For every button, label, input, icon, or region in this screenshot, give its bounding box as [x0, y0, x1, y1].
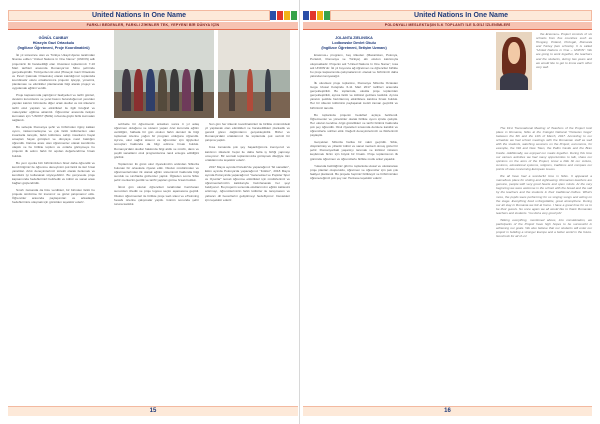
article-paragraph: Proje kapsamında yaptığımız faaliyetleri ve tarihi günleri, devletin kurumlarını ve yerel basını bulunduğumuz yerelden yapılan katılım birimlerde diğer ortak okullar ve üst ülkelerin tarihi okul yapıları ve etkinlikleri ile ilgili fotoğraf ve materyaller eğitime aktarıldı. Öğrenciler arasında iletişim kurmaları için "UNION" (Birlik) ruhunda güçlü birlik kurmaları sağlandı.	[12, 93, 95, 122]
right-header-title: United Nations In One Name	[413, 12, 509, 19]
author-byline	[12, 36, 95, 50]
logo-letter-i	[284, 11, 290, 20]
author-role: (İngilizce Öğretmeni, İletişim Uzmanı)	[321, 45, 387, 50]
left-subheader: FARKLI BEDENLER, FARKLI ZİHİNLER TEK, YEPYENİ BİR DÜNYA İÇİN	[8, 22, 298, 30]
article-paragraph: Sınırlı zamanda da bize verdikleri, bir birinden farklı bu projede sürdürme bir inanımız ve güzel çalışmamız oldu. Öğrenciler arasında paylaşımları ve arkadaşlık hedeflerimize ulaşmak için gönülden teşekkür ederiz.	[12, 188, 95, 205]
author-name: GÖNÜL CANBAY	[38, 36, 69, 40]
logo-letter-i	[317, 11, 323, 20]
right-column-1	[310, 36, 398, 183]
union-logo	[270, 9, 298, 22]
article-paragraph: İkinci gün okulun öğrencileri tarafından hazırlanan sunumları izledik ve proje logosu seçim aşamasına geçildi. Okulun öğretmenleri ile birlikte proje web sitesi ve eTwinning hesabı üzerine çalışmalar yaptık. Günün sonunda şehir turuna katıldık.	[114, 185, 199, 206]
left-column-1	[12, 36, 95, 208]
logo-letter-n	[277, 11, 283, 20]
union-logo	[303, 9, 331, 22]
article-paragraph: Gerçekten Sibiu'da harika bir vakit geçirdik. Sibiu, düşünülmüş ve yıllardır kültür ve sanat merkezi olmuş güzel bir şehir. Romanya'daki yaşantıyı tanımak ve kültürel mirasını keşfetmek bizim için büyük bir fırsattı. Proje toplantısının ilk gününde öğretmen ve öğrencilerle birlikte mutlu anlar yaşadık.	[310, 140, 398, 161]
article-paragraph: İlk ulusötesi proje toplantısı, Romanya Sibiu'da Octavian Goga Ulusal Kolejinde 6-11 Mart 2017 tarihleri arasında gerçekleştirildi. Bu toplantıda, okulda proje toplantıları gerçekleştirildi, ayrıca farklı ve kültürel gezilere katıldık. Ayrıca yaratıcı şekilde hazırlanmış etkinliklere katılma fırsatı bulduk. Her bir ülkenin kültürünü paylaşarak zevkli zaman geçirdik ve birbirimizi tanıdık.	[310, 80, 398, 110]
author-school: Lodbowske Devlet Okulu	[332, 40, 376, 45]
logo-letter-n	[310, 11, 316, 20]
article-paragraph-en: We all have had a wonderful time in Sibiu. It appeared a marvellous place for visiting and sightseeing. Romanian teachers are genuine, people with very good hearts and open minds. At the very beginning we were welcome in the school with the bread and the salt by the teachers and the students in their traditional clothes. What's more, the pupils were performing for us singing songs and acting on the stage. Everything lived unforgettable, great atmosphere. During our all stay in Romania we felt at home. I have a great time for us to be their guests. So once again we all would like to thank Romanian teachers and students. You did a very good job!	[496, 174, 592, 215]
article-paragraph: Bu sebeple Romanya şehir ve birbirinden ilginç kalkan uyum, mükemmelleşme ve çok farklı kültürlerden olan insanlarla tanıştık, farklı kültürlere sahip insanların hayat amaçları hayat görüşleri ve dünyaya nasıl baktığını öğrendik. Dalıma arası olan öğretmenler olarak kendimize ulaştık ve bu birlikte toplum ve onlarla görüşmeye bu projenin ilk adımı farklı bir açıdan değerlendirme fırsatı bulduk.	[12, 124, 95, 158]
author-portrait	[496, 32, 532, 90]
article-paragraph: Toplantının ilk günü okul ziyaretimizin ardından Sibiu'da bulunan bir ortaokula ziyaret ettik. Okulun müdüründen ve öğretmenlerinden ilk olarak eğitim sistemimiz hakkında bilgi sunduk ve sınıflarda gözlemler yaptık. Öğleden sonra Sibiu şehir merkezini gezdik ve tarihî yapıları görme fırsatı bulduk.	[114, 161, 199, 183]
article-paragraph-en: The First Transnational Meeting of Teachers of the Project took place in Romania, Sibiu at the Colegiul National "Octavian Goga" between the 6th and the 11th of March, 2017. According to our schedule we had school meetings with the Romanian staff as well with the students, watching sessions on the Project, excursions, for example, the Old and New Town, the Paltin Castle and the Bran Castle. Additionally, we enjoyed our meals together. During this time our various activities we had many opportunities to talk, share our opinions on the aims of the Project, know a little bit our culture, customs, educational systems, religions, traditions and compare our points of view concerning European issues.	[496, 126, 592, 171]
right-footer	[303, 406, 592, 416]
logo-letter-o	[291, 11, 297, 20]
right-page	[300, 0, 600, 424]
right-header-bar	[330, 10, 592, 21]
right-subheader: POLONYALI MESLEKTAŞIN İLK TOPLANTI İLE İLGİLİ İZLENİMLERİ	[303, 22, 592, 30]
article-paragraph: Bu toplantıda projenin hedefleri açıkça belirlendi. Öğretmenler ve yöneticiler olarak birlikte uyum içinde çalıştık. Her okulun kendine özgü güzellikleri ve tarihi birikimi hakkında çok şey öğrendik. Okul ziyaretleri sırasında derslere katıldık ve öğrencilerle sohbet ettik. Değerli deneyimlerimizi ve fikirlerimizi paylaştık.	[310, 112, 398, 138]
article-paragraph: İki yıl süresince olan ve Türkiye Ukayd Ajansı tarafından finanse edilen "United Nations In One Name" (UNION) adlı projemizin ilk hareketliliği olan Ulusötesi toplantımızı 7-10 Mart tarihleri arasında Romanya'nın Sibiu şehrinde gerçekleştirdik. Türkiye'den iki okul (Hüseyin Gazi Ortaokulu ve Pevzi Çakmak Ortaokulu) olarak katıldığımız toplantıda koordinatör okulu ortaklarımıza projenin işleyişi, yönetimi, planlaması ve etkinlikler planlanarak bilgi alarak projeyi ve uygulamak eğitimi verdik.	[12, 53, 95, 91]
meeting-photo	[218, 30, 290, 118]
article-paragraph: sohbetle bir öğretmenin anlatılan sonra 4 yıl adaş öğretmen olduğunu ve sistemi yapan özel kurumda eğitim verildiğini, haftada bir gün okulun farklı dersleri ile bilgi toplamak üzerine yoğun bir program olduğunu öğrendik. Ayrıca, okul sağlık sistemi ve öğrenciler için ilgiçlenler sonuçları hakkında da bilgi edinme fırsatı bulduk. Romanya'daki okullar hakkında bilgi aldık ve müzik, dans ve çeşitli sanatların okul programlarına nasıl entegre edildiğini gördük.	[114, 122, 199, 159]
author-byline	[310, 36, 398, 50]
article-paragraph-en: the Erasmus+ Project consists of six schools from five countries such as Hungary, Poland, Portugal, Romania and Turkey (two schools). It is called "United Nations in One – UNION". We are going to work together, the teachers and the students, during two years and we would like to get to know each other very well.	[536, 32, 592, 69]
logo-letter-u	[303, 11, 309, 20]
logo-letter-u	[270, 11, 276, 20]
author-school: Hüseyin Gazi Ortaokulu	[32, 40, 75, 45]
article-paragraph-en: Talking everything, mentioned above, into consideration, we participants of the Project have high hopes to be successful in achieving our goals. We also believe that our students will enter our project in building a stronger Europe and a better world in the future. Good luck for all of us!	[496, 217, 592, 239]
right-column-3b	[496, 126, 592, 241]
page-number: 16	[444, 408, 451, 414]
article-paragraph: Bu yeni oyunla bizi birbirimizden biraz daha öğrendik ve kendi bilgimiz ile öğrenme deneyimini çok farklı ile ileri fırsat yarattılar. Artık deneyimlerimiz sürekli olarak ilerlemek ve kendisini iyi kullanarak söyleyebiliriz. Bu çerçevede proje kapsamında hedeflerimizi belirledik ve kültür ve sanat arası bağları güçlendirdik.	[12, 160, 95, 186]
article-paragraph: Son gün her ülkenin koordinatörleri ile birlikte önümüzdeki yıl yapılacak olan etkinlikleri ve hareketlilikleri planladık ve gerekli görev dağılımlarını gerçekleştirdik. Bizler ve Romanya'daki ortaklarımız bu toplantıda çok verimli bir çalışma yaptık.	[205, 122, 290, 143]
article-paragraph: 2017 Mayıs ayında Portekiz'de yapacağımız "El sanatları", Ekim ayında Polonya'da yapacağımız "Folklor", 2018 Mayıs ayında Polonya'da yapacağımız "Geleneksel ve Popüler Spor ve Oyunlar" temalı öğrenme etkinlikleri için müdürlerimiz ve öğretmenlerimizin katkılarıyla hazırlanacak her şeyi bekliyoruz. Bu projenin sonunda okullarımızın eğitim kalitesini artırmayı, öğrencilerimizin farklı kültürler ile tanışmasını ve yabancı dil becerilerini geliştirmeyi hedefliyoruz. Destekleri için teşekkür ederiz.	[205, 164, 290, 202]
author-role: (İngilizce Öğretmeni, Proje Koordinatörü)	[17, 45, 90, 50]
left-header-bar	[8, 10, 270, 21]
article-paragraph: Yukarıda belirttiğimiz gibi bu toplantıda ulusal ve uluslararası proje planları oluşturuldu, öğretmen ve öğrenciler için pek çok faaliyet planlandı. Bu projede hepimiz birlikteyiz ve birbirimizden öğreneceğimiz çok şey var. Herkese teşekkür ederiz.	[310, 163, 398, 180]
left-header-title: United Nations In One Name	[91, 12, 187, 19]
left-column-2	[114, 122, 290, 207]
article-paragraph: Kısa zamanda çok şey başardığımıza inanıyoruz ve katılımcı ülkelerin hepsi ile daha fazla iş birliği yapmayı umuyoruz. Bir sonraki toplantımızda görüşmek dileğiyle tüm ortaklarımıza teşekkür ederiz.	[205, 145, 290, 162]
right-column-3a	[536, 32, 592, 72]
article-paragraph: Erasmus+ programı, beş ülkeden (Macaristan, Polonya, Portekiz, Romanya ve Türkiye) altı okulun katılımıyla oluşmaktadır. Projenin adı "United Nations In One Name", kısa adı UNION'dır. İki yıl boyunca ağ öğretmen ve öğrenciler birlikte bu proje kapsamında çalışmalarımızı olacak ve birbirimizi daha yakından tanıyacağız.	[310, 53, 398, 78]
page-number: 15	[149, 408, 157, 414]
left-footer	[8, 406, 298, 416]
author-name: JOLANTA ZIELINSKA	[335, 36, 373, 40]
group-photo	[114, 30, 214, 118]
